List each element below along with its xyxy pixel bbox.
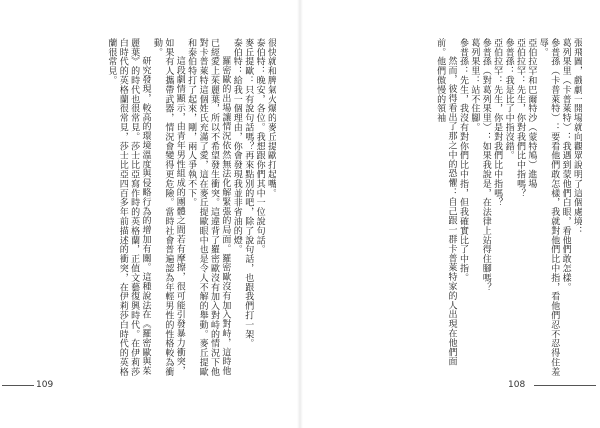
paragraph: 麥丘提歐：只有說句話嗎？再來點別的吧，除了說句話，也跟我們打一架。	[243, 38, 254, 349]
paragraph: 羅密歐的出場讓情況依然無法化解緊張的局面。羅密歐沒有加入對峙，這時他已經愛上茱麗葉，所以不希望發生衝突。這違背了羅密歐沒有加入對峙的情況下他對卡普萊特這個姓氏充滿了愛，這在麥丘提歐眼中也是令人不解的舉動。麥丘提歐和泰伯特打了起來，剛，兩人爭執不下。	[186, 38, 231, 377]
paragraph: 然而，彼得看出了那之中的恐懼：自己跟一群卡普萊特家的人出現在他們面前。他們傲慢的領袖	[435, 38, 457, 367]
left-page	[0, 0, 298, 428]
paragraph: 張飛圖，戲劇一開場就向觀眾說明了這個處境：	[572, 38, 582, 236]
paragraph: 泰伯特：給我一個理由，你會發現我並非省油的燈。	[231, 38, 242, 255]
paragraph: 亞伯拉罕：先生，你是對我們比中指嗎？	[492, 38, 503, 208]
paragraph: 研究發現，較高的環境溫度與侵略行為的增加有關。這種說法在《羅密歐與茱麗葉》的時代也很常見。莎士比亞寫作時的英格蘭，正值文藝復興時代。在伊莉莎白時代的英格蘭很常見，莎士比亞四百多年前描述的衝突，在伊莉莎白時代的英格蘭很常見。	[106, 38, 151, 377]
paragraph: 葛列果里（卡普萊特）：我遇到蒙他們白眼，看他們敢怎樣。	[560, 38, 571, 292]
left-page-text	[6, 38, 276, 378]
folio-rule	[534, 385, 596, 386]
page-number: 109	[36, 380, 54, 390]
paragraph: 參普孫：先生，我沒有對你們比中指，但我確實比了中指。	[457, 38, 468, 283]
right-page-text	[312, 38, 582, 378]
paragraph: 亞伯拉罕：先生，你對我們比中指嗎？	[514, 38, 525, 198]
right-page	[302, 0, 600, 428]
paragraph: 參普孫（對葛列果里）：如果我說是，在法律上站得住腳嗎？	[480, 38, 491, 292]
paragraph: 葛列果里：站不住腳。	[469, 38, 480, 132]
paragraph: 泰伯特：晚安，各位。我想跟你們其中一位說句話。	[254, 38, 265, 255]
paragraph: 亞伯拉罕和巴爾特沙（蒙特鳩）進場	[526, 38, 537, 189]
paragraph: 這段劇情顯示，由青年男性組成的團體之間若有摩擦，很可能引發暴力衝突，如果有人攜帶武器，情況會變得更危險。當時社會普遍認為年輕男性的性格較為衝動。	[151, 38, 185, 377]
paragraph: 參普孫（卡普萊特）：要看他們敢怎樣，我就對他們比中指，看他們忍不忍得住羞辱。	[537, 38, 560, 377]
folio-rule	[2, 385, 34, 386]
paragraph: 參普孫：我是比了中指沒錯。	[503, 38, 514, 161]
page-number: 108	[508, 380, 526, 390]
paragraph: 很快就和脾氣火爆的麥丘提歐打起嘴。	[266, 38, 276, 198]
